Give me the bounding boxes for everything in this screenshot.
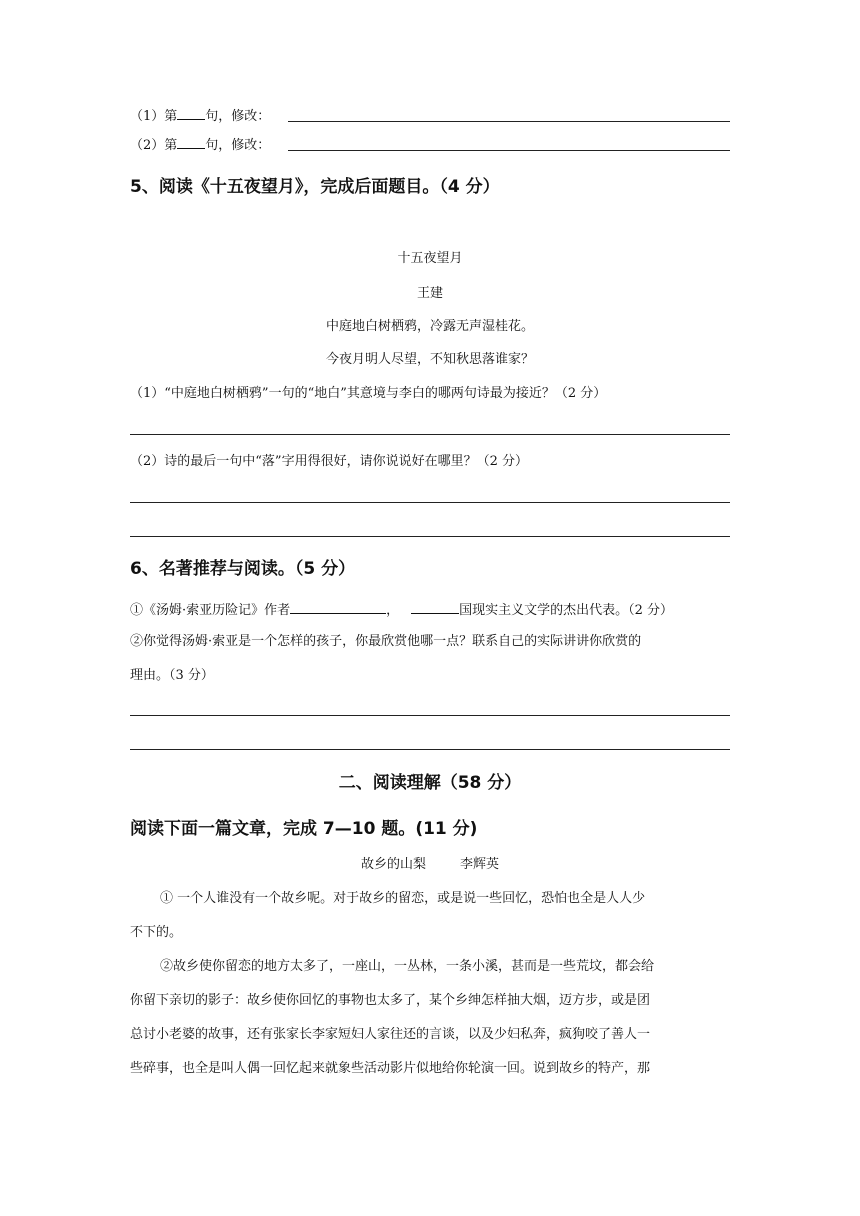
q6-item-1 [130, 599, 673, 620]
q4-item-1-mid: 句，修改： [205, 109, 271, 124]
q6-heading: 6、名著推荐与阅读。（5 分） [130, 559, 356, 579]
article-p2-line-2: 你留下亲切的影子：故乡使你回忆的事物也太多了，某个乡绅怎样抽大烟，迈方步，或是团 [130, 993, 651, 1008]
q6-item-2-line-2: 理由。（3 分） [130, 668, 214, 683]
q6-answer-line-1[interactable] [130, 715, 730, 716]
q4-item-1-prefix: （1）第 [130, 109, 178, 124]
q4-item-2-prefix: （2）第 [130, 138, 178, 153]
q6-answer-line-2[interactable] [130, 749, 730, 750]
article-p1-line-2: 不下的。 [130, 925, 183, 940]
q4-item-1-sentence-blank[interactable] [177, 105, 205, 120]
q5-heading: 5、阅读《十五夜望月》，完成后面题目。（4 分） [130, 177, 500, 197]
q4-item-2-answer-line[interactable] [288, 150, 730, 151]
poem-line-1: 中庭地白树栖鸦，冷露无声湿桂花。 [325, 319, 534, 334]
q6-item-1-text-a: ①《汤姆·索亚历险记》作者 [130, 603, 291, 618]
poem-author: 王建 [416, 286, 443, 301]
article-title: 故乡的山梨 [360, 857, 426, 872]
article-p2-line-3: 总讨小老婆的故事，还有张家长李家短妇人家往还的言谈，以及少妇私奔，疯狗咬了善人一 [130, 1027, 651, 1042]
q6-item-1-text-c: 国现实主义文学的杰出代表。（2 分） [459, 603, 674, 618]
poem-title: 十五夜望月 [397, 251, 463, 266]
q5-sub-1-answer-line[interactable] [130, 434, 730, 435]
q4-item-2 [130, 134, 270, 155]
section-2-subheading: 阅读下面一篇文章，完成 7—10 题。(11 分) [130, 819, 478, 839]
q5-sub-1: （1）“中庭地白树栖鸦”一句的“地白”其意境与李白的哪两句诗最为接近？（2 分） [130, 386, 607, 401]
q6-item-2-line-1: ②你觉得汤姆·索亚是一个怎样的孩子，你最欣赏他哪一点？联系自己的实际讲讲你欣赏的 [130, 634, 642, 649]
q6-country-blank[interactable] [411, 599, 459, 614]
article-p1-line-1: ① 一个人谁没有一个故乡呢。对于故乡的留恋，或是说一些回忆，恐怕也全是人人少 [160, 891, 646, 906]
article-author: 李辉英 [460, 857, 500, 872]
q5-sub-2: （2）诗的最后一句中“落”字用得很好，请你说说好在哪里？（2 分） [130, 454, 528, 469]
section-2-heading: 二、阅读理解（58 分） [338, 773, 522, 793]
poem-line-2: 今夜月明人尽望，不知秋思落谁家？ [325, 352, 534, 367]
q4-item-2-sentence-blank[interactable] [177, 134, 205, 149]
q4-item-2-mid: 句，修改： [205, 138, 271, 153]
q4-item-1 [130, 105, 270, 126]
q5-sub-2-answer-line-2[interactable] [130, 536, 730, 537]
article-byline [130, 856, 730, 874]
q5-sub-2-answer-line-1[interactable] [130, 502, 730, 503]
q4-item-1-answer-line[interactable] [288, 121, 730, 122]
article-p2-line-1: ②故乡使你留恋的地方太多了，一座山，一丛林，一条小溪，甚而是一些荒坟，都会给 [160, 959, 655, 974]
article-p2-line-4: 些碎事，也全是叫人偶一回忆起来就象些活动影片似地给你轮演一回。说到故乡的特产，那 [130, 1061, 651, 1076]
q6-item-1-text-b: ， [386, 603, 400, 618]
q6-author-blank[interactable] [290, 599, 386, 614]
